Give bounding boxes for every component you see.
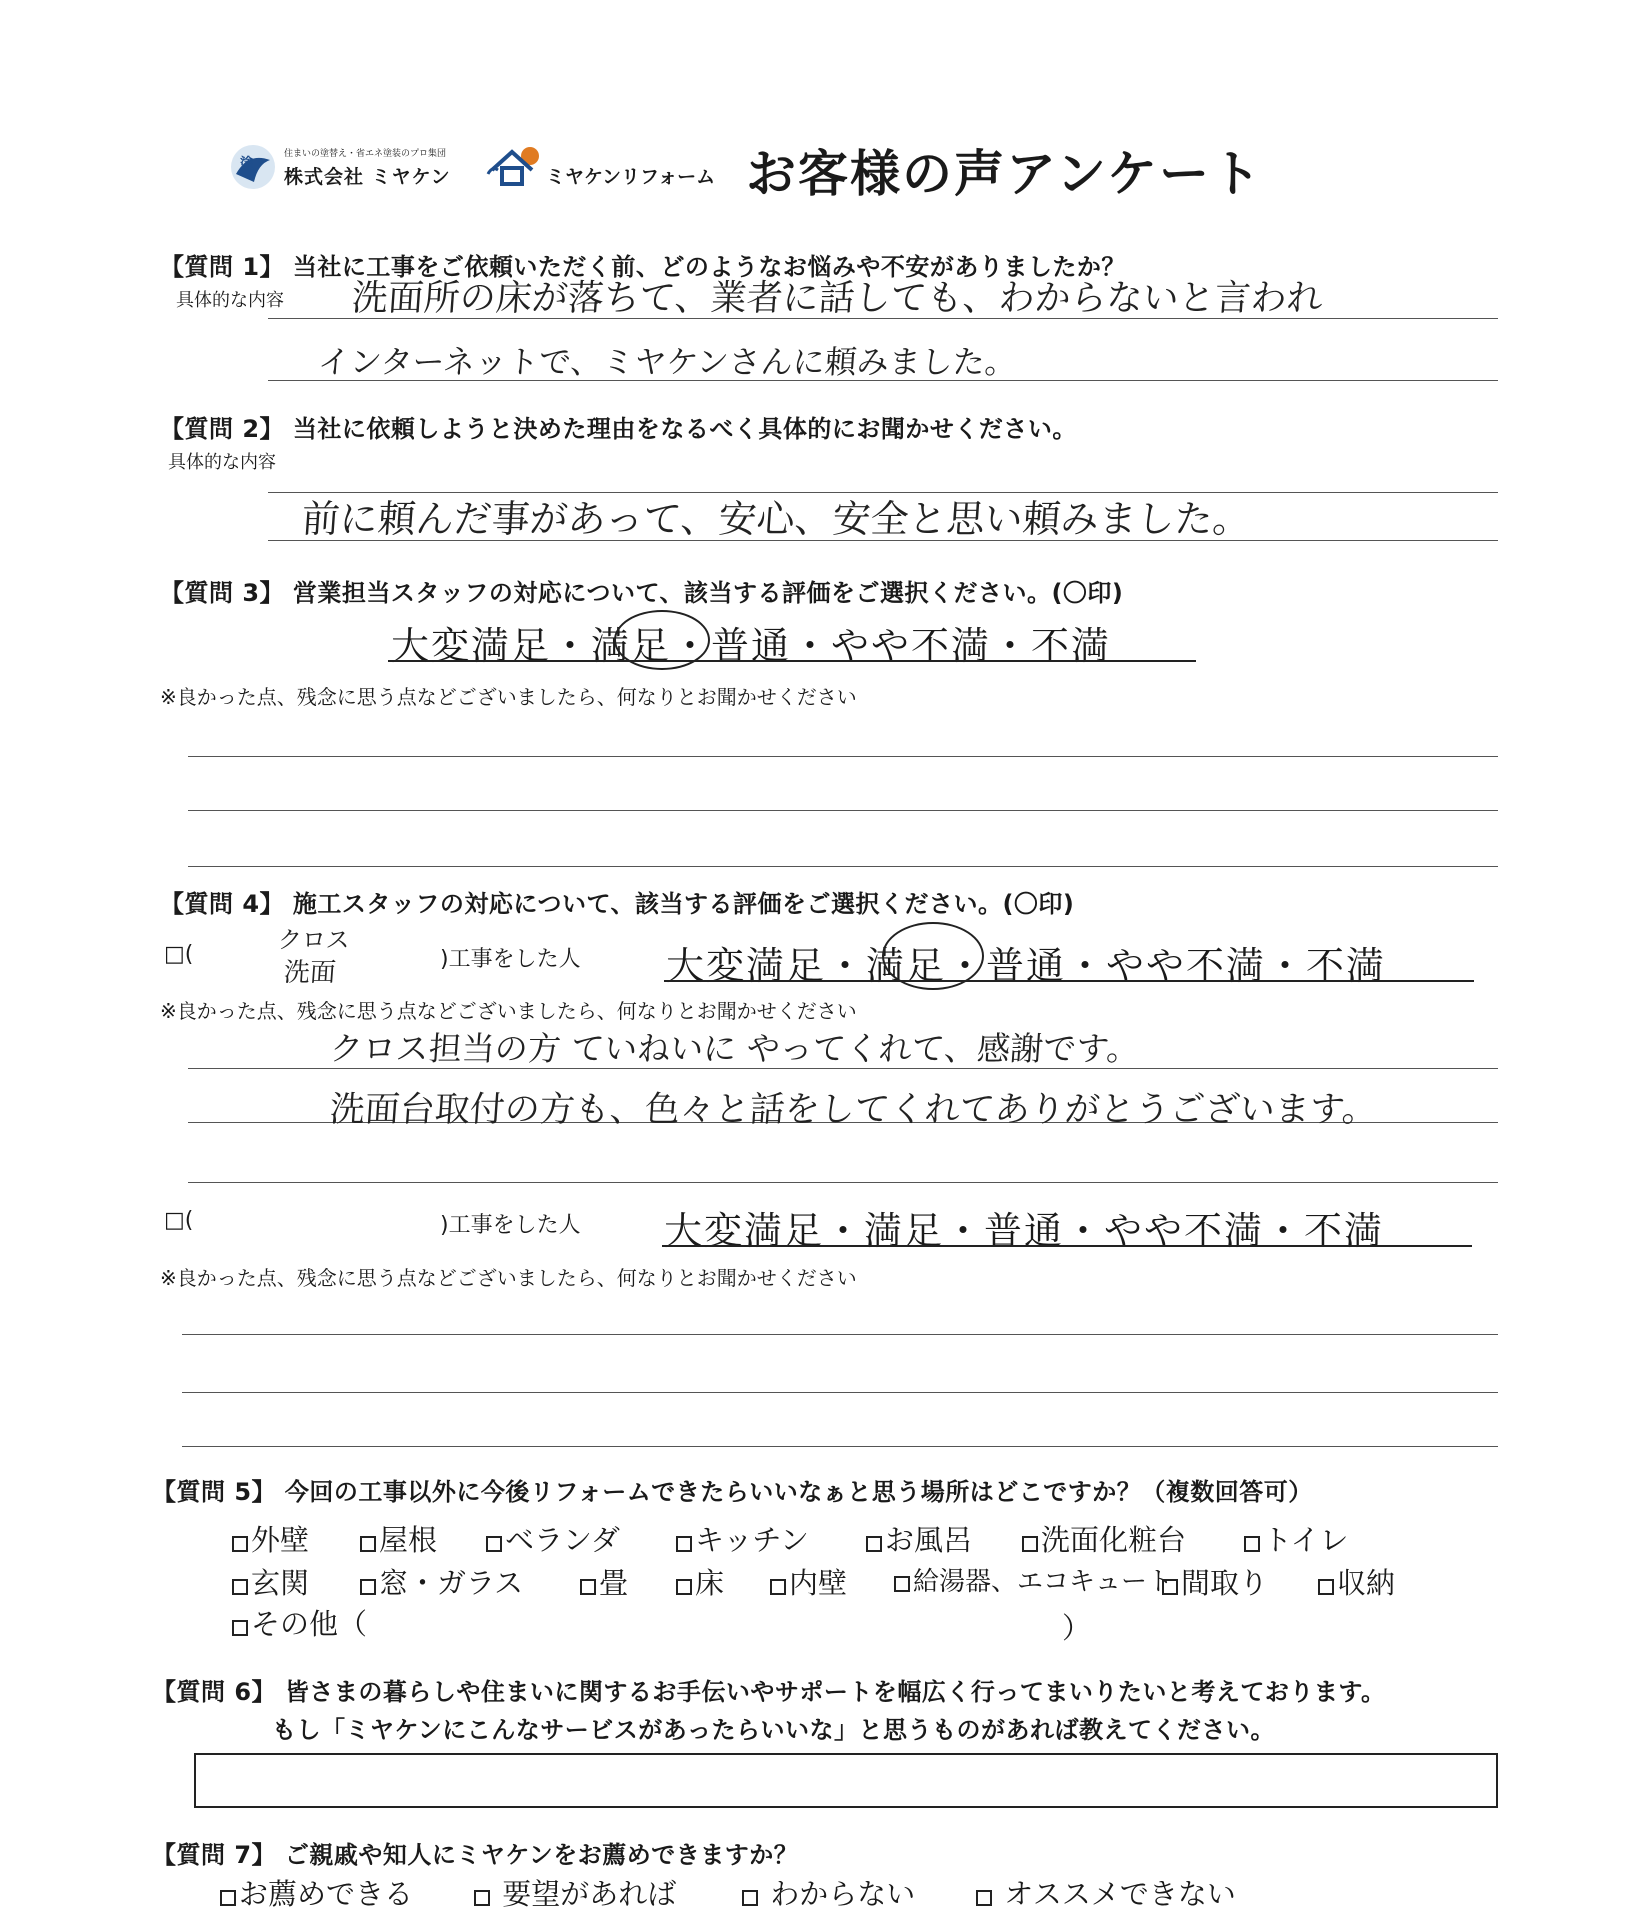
q7-text: ご親戚や知人にミヤケンをお薦めできますか？ [284, 1841, 799, 1869]
q1-answer-line-1: 洗面所の床が落ちて、業者に話しても、わからないと言われ [350, 278, 1325, 319]
q7-heading [152, 1835, 798, 1870]
q5-option-madori[interactable] [1162, 1561, 1268, 1602]
q5-option-label: お風呂 [885, 1523, 973, 1557]
q4-worker1-answer-line-1: クロス担当の方 ていねいに やってくれて、感謝です。 [328, 1029, 1141, 1068]
company-subtitle: 住まいの塗替え・省エネ塗装のプロ集団 [284, 149, 447, 159]
checkbox-icon [894, 1576, 910, 1592]
q5-heading [152, 1472, 1313, 1507]
q1-label: 【質問 1】 [160, 253, 285, 281]
q5-option-label: 外壁 [251, 1523, 310, 1557]
q2-label: 【質問 2】 [160, 415, 285, 443]
q5-option-tatami[interactable] [580, 1561, 628, 1602]
q4-worker1-line-3 [188, 1182, 1498, 1183]
q4-worker2-line-2 [182, 1392, 1498, 1393]
q4-worker1-prefix: □( [164, 942, 194, 967]
q6-text-line-1: 皆さまの暮らしや住まいに関するお手伝いやサポートを幅広く行ってまいりたいと考えております。 [284, 1678, 1386, 1706]
q4-worker2-suffix: )工事をした人 [440, 1213, 581, 1238]
q7-option-label: わからない [770, 1877, 916, 1911]
q3-note: ※良かった点、残念に思う点などございましたら、何なりとお聞かせください [160, 685, 857, 709]
q4-worker1-answer-line-2: 洗面台取付の方も、色々と話をしてくれてありがとうございます。 [328, 1090, 1379, 1130]
q3-rating-scale: 大変満足・満足・普通・やや不満・不満 [391, 624, 1112, 668]
q4-worker2-line-3 [182, 1446, 1498, 1447]
q2-heading [160, 409, 1077, 444]
q3-text: 営業担当スタッフの対応について、該当する評価をご選択ください。(〇印) [292, 579, 1124, 607]
q5-text: 今回の工事以外に今後リフォームできたらいいなぁと思う場所はどこですか？（複数回答可） [284, 1478, 1313, 1506]
q5-option-label: 間取り [1181, 1566, 1269, 1600]
q2-text: 当社に依頼しようと決めた理由をなるべく具体的にお聞かせください。 [292, 415, 1077, 443]
checkbox-icon [1318, 1579, 1334, 1595]
q7-label: 【質問 7】 [152, 1841, 277, 1869]
reform-company-name: ミヤケンリフォーム [546, 166, 716, 188]
q3-selection-circle [614, 610, 710, 670]
q1-detail-label: 具体的な内容 [176, 290, 284, 311]
q5-option-label: トイレ [1263, 1523, 1349, 1557]
q4-worker2-prefix: □( [164, 1208, 194, 1233]
q3-line-3 [188, 866, 1498, 867]
miyaken-logo-icon [228, 142, 278, 192]
checkbox-icon [770, 1579, 786, 1595]
page-title: お客様の声アンケート [746, 145, 1263, 203]
q5-option-yuka[interactable] [676, 1561, 724, 1602]
q5-option-kyuto[interactable] [894, 1561, 1173, 1598]
checkbox-icon [866, 1536, 882, 1552]
checkbox-icon [1022, 1536, 1038, 1552]
q7-option-unknown[interactable] [742, 1872, 915, 1913]
q4-label: 【質問 4】 [160, 890, 285, 918]
q5-option-label: 窓・ガラス [379, 1566, 524, 1600]
company-name: 株式会社 ミヤケン [284, 166, 451, 188]
q5-option-label: 玄関 [251, 1566, 310, 1600]
q5-option-label: キッチン [695, 1523, 809, 1557]
q6-answer-box[interactable] [194, 1753, 1498, 1808]
q5-option-label: 屋根 [379, 1523, 438, 1557]
checkbox-icon [676, 1579, 692, 1595]
q4-worker1-selection-circle [882, 922, 984, 990]
q5-label: 【質問 5】 [152, 1478, 277, 1506]
checkbox-icon [1162, 1579, 1178, 1595]
q5-option-label: 収納 [1337, 1566, 1396, 1600]
q4-heading [160, 884, 1074, 919]
q4-worker1-name-line-1: クロス [276, 926, 351, 954]
q5-option-ofuro[interactable] [866, 1518, 972, 1559]
q5-other-label: その他（ [251, 1607, 368, 1641]
checkbox-icon [676, 1536, 692, 1552]
q4-worker1-rating-scale: 大変満足・満足・普通・やや不満・不満 [666, 944, 1387, 988]
q5-option-shuno[interactable] [1318, 1561, 1395, 1602]
q5-option-genkan[interactable] [232, 1561, 309, 1602]
q7-option-label: 要望があれば [502, 1877, 677, 1911]
q5-option-label: 洗面化粧台 [1041, 1523, 1187, 1557]
checkbox-icon [486, 1536, 502, 1552]
q5-option-mado[interactable] [360, 1561, 523, 1602]
q6-label: 【質問 6】 [152, 1678, 277, 1706]
q2-answer-line-1: 前に頼んだ事があって、安心、安全と思い頼みました。 [300, 497, 1253, 541]
checkbox-icon [232, 1579, 248, 1595]
q7-option-label: お薦めできる [239, 1877, 414, 1911]
q5-option-other[interactable] [232, 1602, 367, 1643]
checkbox-icon [580, 1579, 596, 1595]
q6-text-line-2: もし「ミヤケンにこんなサービスがあったらいいな」と思うものがあれば教えてください。 [272, 1716, 1276, 1744]
q3-rating-underline [388, 660, 1196, 662]
q5-option-senmen[interactable] [1022, 1518, 1186, 1559]
q4-worker2-note: ※良かった点、残念に思う点などございましたら、何なりとお聞かせください [160, 1266, 857, 1290]
checkbox-icon [976, 1890, 992, 1906]
q4-worker1-note: ※良かった点、残念に思う点などございましたら、何なりとお聞かせください [160, 999, 857, 1023]
q4-worker2-rating-scale: 大変満足・満足・普通・やや不満・不満 [664, 1209, 1385, 1253]
q5-option-label: ベランダ [505, 1523, 620, 1557]
q7-option-recommend[interactable] [220, 1872, 413, 1913]
q5-other-close: ） [1062, 1611, 1092, 1645]
q4-worker2-line-1 [182, 1334, 1498, 1335]
q3-heading [160, 573, 1123, 608]
q4-worker2-rating-underline [662, 1245, 1472, 1247]
checkbox-icon [360, 1536, 376, 1552]
q5-option-naiheki[interactable] [770, 1561, 847, 1602]
checkbox-icon [474, 1890, 490, 1906]
q1-text: 当社に工事をご依頼いただく前、どのようなお悩みや不安がありましたか？ [292, 253, 1126, 281]
svg-text:塗: 塗 [240, 156, 254, 172]
q1-answer-line-2: インターネットで、ミヤケンさんに頼みました。 [316, 343, 1019, 381]
q5-option-gaiheki[interactable] [232, 1518, 309, 1559]
checkbox-icon [360, 1579, 376, 1595]
q4-text: 施工スタッフの対応について、該当する評価をご選択ください。(〇印) [292, 890, 1075, 918]
q4-worker1-name-line-2: 洗面 [282, 958, 337, 988]
q3-line-1 [188, 756, 1498, 757]
q4-worker1-rating-underline [664, 980, 1474, 982]
q5-option-toilet[interactable] [1244, 1518, 1349, 1559]
checkbox-icon [232, 1536, 248, 1552]
q3-label: 【質問 3】 [160, 579, 285, 607]
q4-worker1-suffix: )工事をした人 [440, 947, 581, 972]
reform-logo-icon [486, 144, 548, 188]
checkbox-icon [742, 1890, 758, 1906]
q5-option-label: 内壁 [789, 1566, 848, 1600]
q5-option-yane[interactable] [360, 1518, 437, 1559]
q5-option-label: 床 [695, 1566, 725, 1600]
q5-option-veranda[interactable] [486, 1518, 620, 1559]
checkbox-icon [1244, 1536, 1260, 1552]
q3-line-2 [188, 810, 1498, 811]
q5-option-label: 畳 [599, 1566, 629, 1600]
q6-heading [152, 1672, 1386, 1707]
q2-detail-label: 具体的な内容 [168, 452, 276, 473]
q5-option-label: 給湯器、エコキュート [913, 1567, 1174, 1597]
q7-option-label: オススメできない [1004, 1877, 1236, 1911]
q7-option-if-requested[interactable] [474, 1872, 676, 1913]
q7-option-cannot-recommend[interactable] [976, 1872, 1236, 1913]
q5-option-kitchen[interactable] [676, 1518, 809, 1559]
checkbox-icon [220, 1890, 236, 1906]
checkbox-icon [232, 1620, 248, 1636]
